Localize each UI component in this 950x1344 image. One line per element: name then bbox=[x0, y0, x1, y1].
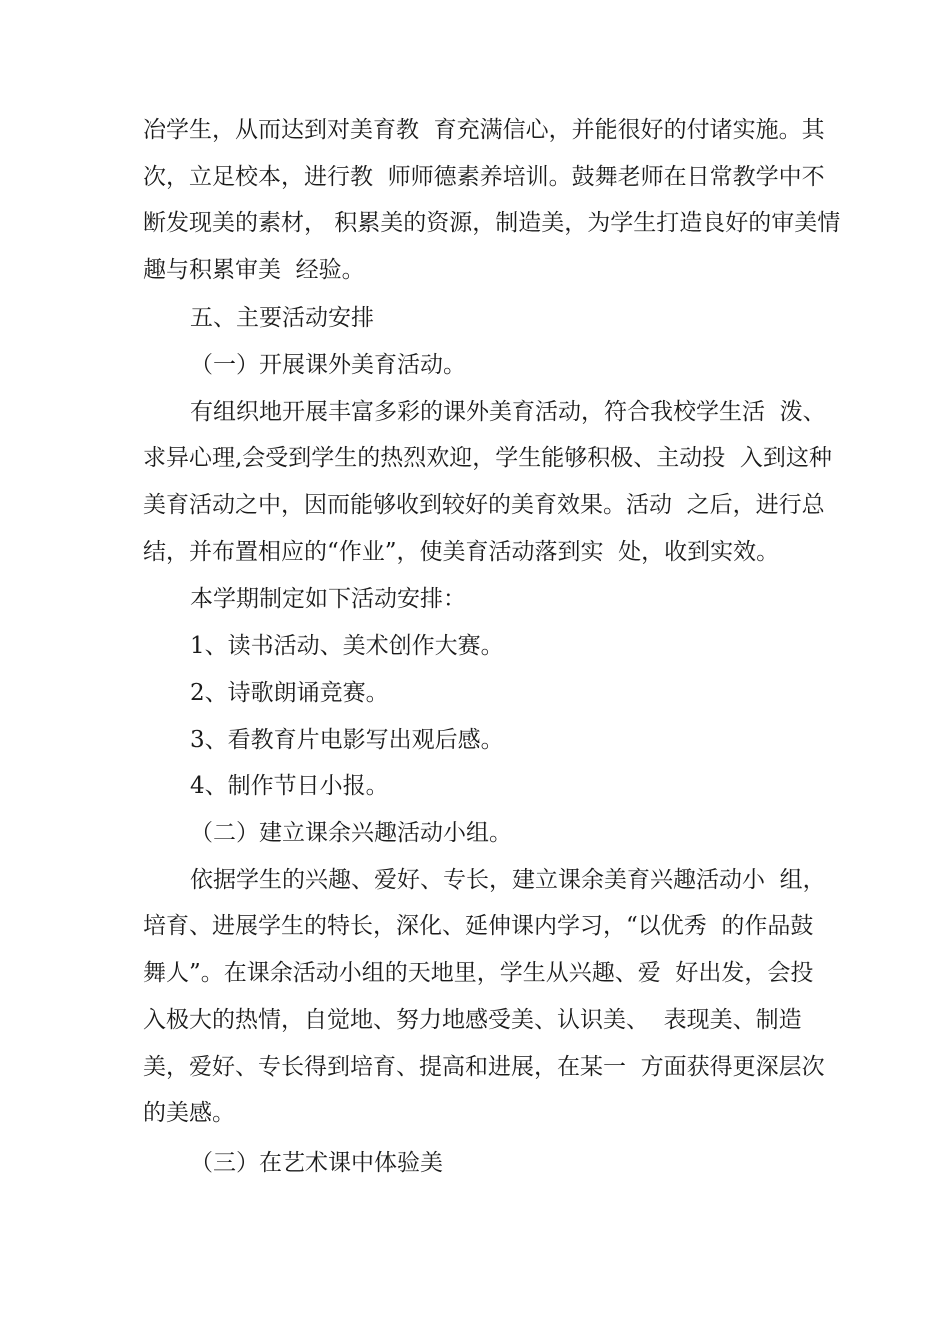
paragraph-line: 有组织地开展丰富多彩的课外美育活动，符合我校学生活 泼、 bbox=[190, 399, 826, 425]
paragraph-line: 本学期制定如下活动安排： bbox=[190, 586, 466, 612]
section-heading: 五、主要活动安排 bbox=[190, 305, 374, 331]
paragraph-line: 断发现美的素材， 积累美的资源，制造美，为学生打造良好的审美情 bbox=[143, 210, 841, 236]
paragraph-line: 求异心理,会受到学生的热烈欢迎，学生能够积极、主动投 入到这种 bbox=[143, 445, 832, 471]
paragraph-line: 次，立足校本，进行教 师师德素养培训。鼓舞老师在日常教学中不 bbox=[143, 164, 825, 190]
paragraph-line: 趣与积累审美 经验。 bbox=[143, 257, 365, 283]
paragraph-line: 美育活动之中，因而能够收到较好的美育效果。活动 之后，进行总 bbox=[143, 492, 825, 518]
paragraph-line: 依据学生的兴趣、爱好、专长，建立课余美育兴趣活动小 组， bbox=[190, 867, 826, 893]
list-item: 4、制作节日小报。 bbox=[190, 773, 389, 799]
paragraph-line: 冶学生，从而达到对美育教 育充满信心，并能很好的付诸实施。其 bbox=[143, 117, 825, 143]
list-item: 1、读书活动、美术创作大赛。 bbox=[190, 633, 504, 659]
paragraph-line: 美，爱好、专长得到培育、提高和进展，在某一 方面获得更深层次 bbox=[143, 1054, 825, 1080]
list-item: 3、看教育片电影写出观后感。 bbox=[190, 727, 504, 753]
paragraph-line: 结，并布置相应的“作业”，使美育活动落到实 处，收到实效。 bbox=[143, 539, 780, 565]
paragraph-line: 舞人”。在课余活动小组的天地里，学生从兴趣、爱 好出发，会投 bbox=[143, 960, 814, 986]
paragraph-line: 的美感。 bbox=[143, 1100, 235, 1126]
subsection-heading: （三）在艺术课中体验美 bbox=[190, 1150, 443, 1176]
subsection-heading: （一）开展课外美育活动。 bbox=[190, 352, 466, 378]
paragraph-line: 入极大的热情，自觉地、努力地感受美、认识美、 表现美、制造 bbox=[143, 1007, 802, 1033]
list-item: 2、诗歌朗诵竞赛。 bbox=[190, 680, 389, 706]
paragraph-line: 培育、进展学生的特长，深化、延伸课内学习，“以优秀 的作品鼓 bbox=[143, 913, 814, 939]
subsection-heading: （二）建立课余兴趣活动小组。 bbox=[190, 820, 512, 846]
